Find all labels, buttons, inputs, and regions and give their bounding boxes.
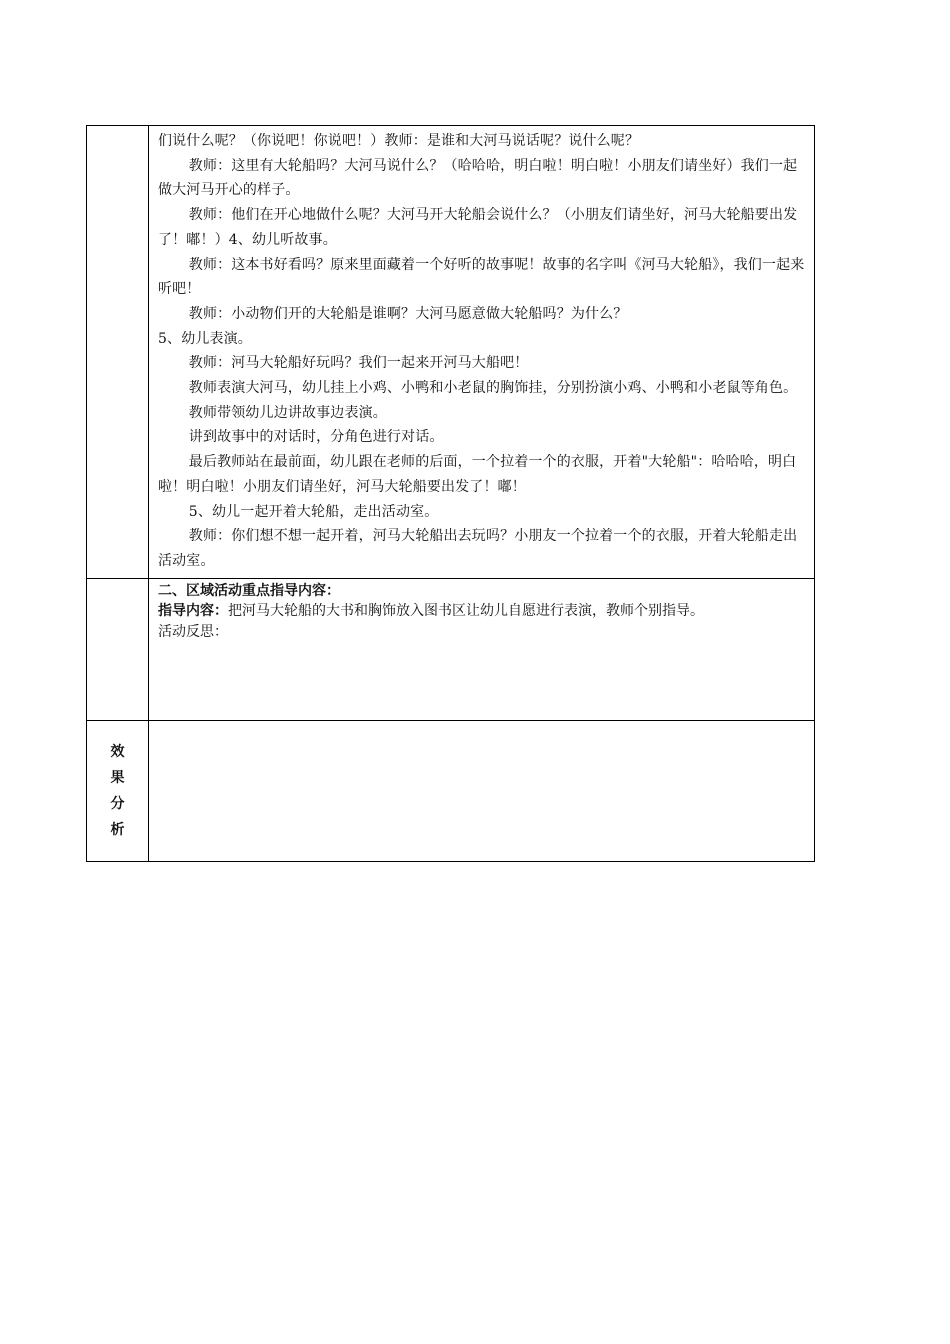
activity-side-cell	[87, 126, 149, 579]
guidance-content-label: 指导内容：	[158, 603, 228, 620]
activity-content-cell	[149, 126, 815, 579]
lesson-plan-table	[86, 125, 815, 862]
effect-label-char: 分	[110, 795, 125, 812]
activity-paragraph: 教师：这本书好看吗？原来里面藏着一个好听的故事呢！故事的名字叫《河马大轮船》，我们一起来听吧！	[158, 256, 805, 298]
effect-analysis-label	[87, 720, 149, 861]
activity-paragraph: 教师：这里有大轮船吗？大河马说什么？（哈哈哈，明白啦！明白啦！小朋友们请坐好）我们一起做大河马开心的样子。	[158, 157, 798, 199]
activity-paragraph: 最后教师站在最前面，幼儿跟在老师的后面，一个拉着一个的衣服，开着"大轮船"：哈哈哈，明白啦！明白啦！小朋友们请坐好，河马大轮船要出发了！嘟！	[158, 454, 797, 495]
activity-paragraph: 5、幼儿表演。	[158, 330, 252, 347]
activity-row	[87, 126, 815, 579]
effect-row	[87, 720, 815, 861]
activity-paragraph: 教师：你们想不想一起开着，河马大轮船出去玩吗？小朋友一个拉着一个的衣服，开着大轮船走出活动室。	[158, 528, 798, 569]
effect-label-char: 果	[110, 769, 125, 786]
guidance-row	[87, 578, 815, 720]
activity-paragraph: 教师：他们在开心地做什么呢？大河马开大轮船会说什么？（小朋友们请坐好，河马大轮船要出发了！嘟！）4、幼儿听故事。	[158, 207, 798, 248]
effect-label-char: 效	[110, 743, 125, 760]
activity-paragraph: 教师：河马大轮船好玩吗？我们一起来开河马大船吧！	[188, 355, 529, 372]
activity-paragraph: 讲到故事中的对话时，分角色进行对话。	[188, 429, 444, 446]
guidance-side-cell	[87, 578, 149, 720]
guidance-content-text: 把河马大轮船的大书和胸饰放入图书区让幼儿自愿进行表演，教师个别指导。	[228, 603, 704, 620]
reflection-label: 活动反思：	[158, 623, 228, 640]
effect-analysis-content	[149, 720, 815, 861]
activity-paragraph: 们说什么呢？（你说吧！你说吧！）教师：是谁和大河马说话呢？说什么呢？	[158, 133, 640, 149]
guidance-content	[158, 601, 805, 622]
activity-paragraph: 教师带领幼儿边讲故事边表演。	[188, 404, 387, 421]
guidance-title: 二、区域活动重点指导内容：	[158, 582, 340, 599]
activity-paragraph: 5、幼儿一起开着大轮船，走出活动室。	[188, 503, 439, 520]
effect-label-char: 析	[110, 821, 125, 838]
guidance-content-cell	[149, 578, 815, 720]
activity-paragraph: 教师：小动物们开的大轮船是谁啊？大河马愿意做大轮船吗？为什么？	[188, 305, 628, 322]
activity-paragraph: 教师表演大河马，幼儿挂上小鸡、小鸭和小老鼠的胸饰挂，分别扮演小鸡、小鸭和小老鼠等角色。	[188, 380, 798, 397]
